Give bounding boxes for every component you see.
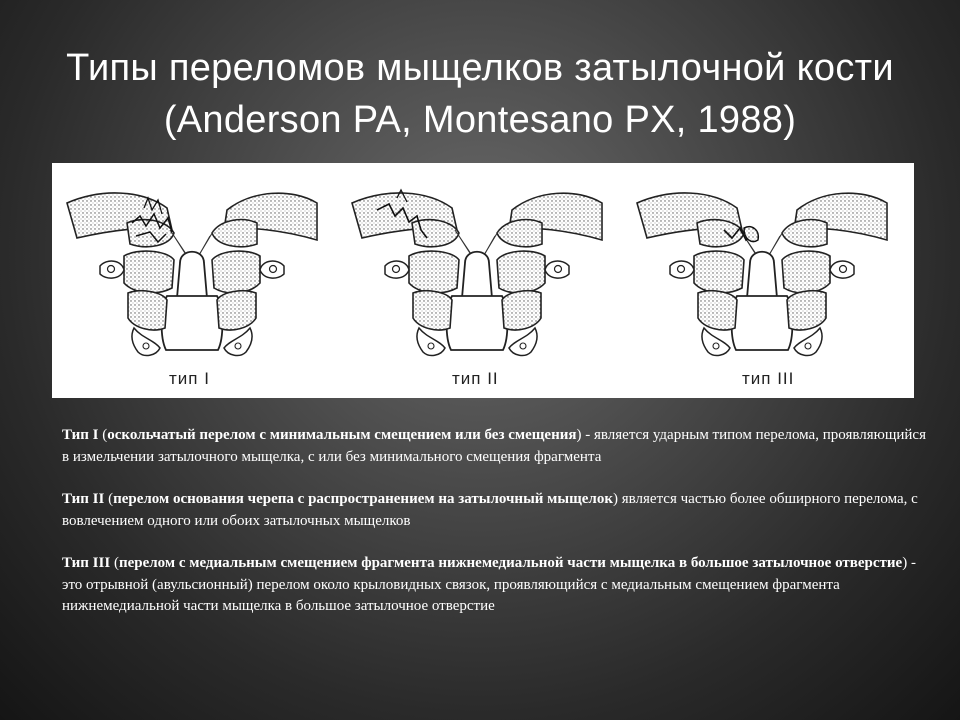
caption-type-2: тип II [452, 369, 499, 388]
caption-type-1: тип I [169, 369, 210, 388]
title-line-2: (Anderson PA, Montesano PX, 1988) [163, 99, 797, 141]
title-line-1: Типы переломов мыщелков затылочной кости [66, 47, 894, 89]
paren-open: ( [110, 555, 119, 571]
type-2-label: Тип II [62, 491, 105, 507]
type-3-description [62, 553, 932, 618]
type-2-drawing [352, 190, 602, 355]
type-2-description [62, 489, 932, 532]
type-descriptions [62, 425, 932, 639]
type-2-definition: перелом основания черепа с распространением на затылочный мыщелок [113, 491, 613, 507]
caption-type-3: тип III [742, 369, 795, 388]
type-1-detail: ) - является ударным типом перелома, проявляющийся в измельчении затылочного мыщелка, с или без минимального смещения фрагмента [62, 427, 926, 465]
paren-open: ( [98, 427, 108, 443]
type-2-detail: ) является частью более обширного перелома, с вовлечением одного или обоих затылочных мыщелков [62, 491, 918, 529]
slide-title [0, 42, 960, 146]
fracture-drawings [52, 163, 914, 398]
type-3-definition: перелом с медиальным смещением фрагмента нижнемедиальной части мыщелка в большое затылочное отверстие [118, 555, 903, 571]
type-1-drawing [67, 193, 317, 356]
paren-open: ( [104, 491, 114, 507]
type-3-label: Тип III [62, 555, 111, 571]
type-3-drawing [637, 193, 887, 356]
type-3-detail: ) - это отрывной (авульсионный) перелом около крыловидных связок, проявляющийся с медиальным смещением фрагмента нижнемедиальной части мыщелка в большое затылочное отверстие [62, 555, 916, 614]
type-1-definition: оскольчатый перелом с минимальным смещением или без смещения [107, 427, 577, 443]
fracture-illustration [52, 163, 914, 398]
type-1-description [62, 425, 932, 468]
type-1-label: Тип I [62, 427, 99, 443]
